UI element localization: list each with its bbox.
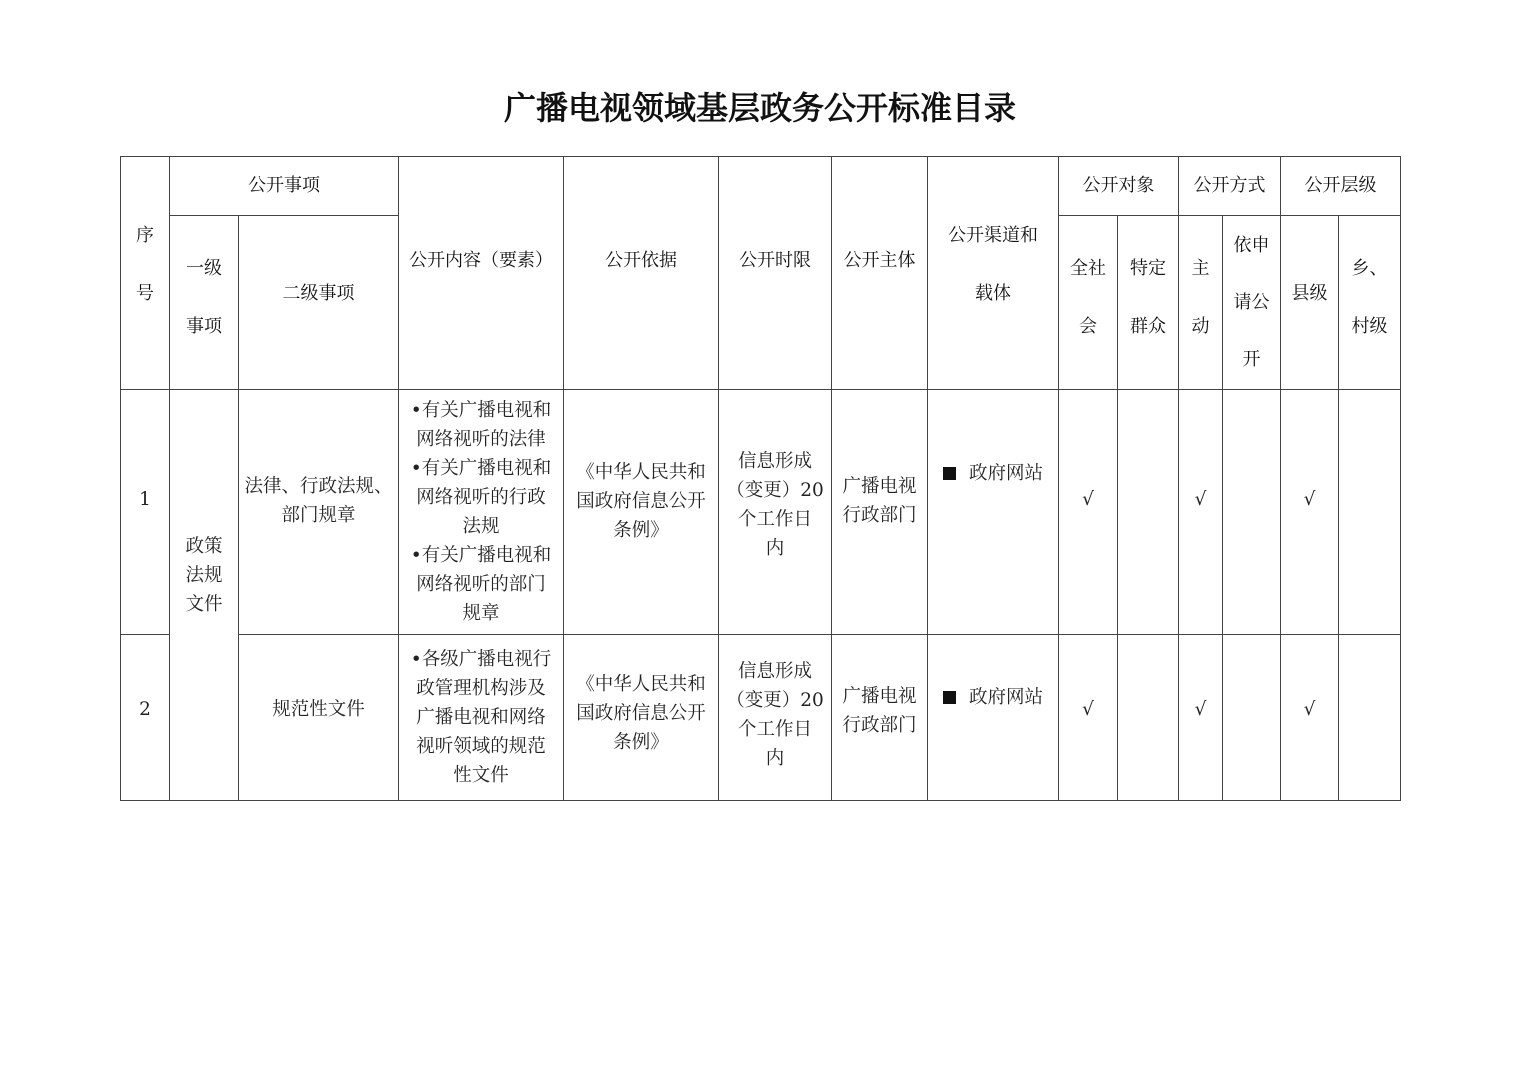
- subject-line: 广播电视: [842, 686, 917, 707]
- row-seq: 2: [121, 635, 170, 801]
- header-row-1: [121, 157, 1401, 216]
- header-method-active-line: 动: [1191, 315, 1210, 337]
- document-title: 广播电视领域基层政务公开标准目录: [503, 89, 1016, 127]
- channel-entry: [943, 687, 1043, 708]
- category-line: 政策: [185, 536, 223, 557]
- header-subject: 公开主体: [832, 157, 928, 390]
- content-cell: [399, 390, 564, 635]
- header-method-request-line: 依申: [1233, 235, 1270, 256]
- header-audience-specific-line: 群众: [1130, 315, 1166, 337]
- header-seq-line: 号: [136, 283, 154, 304]
- header-audience-public-line: 会: [1079, 315, 1097, 337]
- disclosure-catalog-table: [120, 156, 1401, 801]
- level-township-mark: [1339, 390, 1401, 635]
- basis-line: 《中华人民共和: [576, 674, 706, 695]
- header-audience-public: [1059, 216, 1118, 390]
- content-line: •各级广播电视行: [410, 649, 552, 670]
- basis-line: 国政府信息公开: [576, 703, 706, 724]
- time-limit-line: 个工作日: [737, 718, 812, 740]
- time-limit-line: 信息形成: [737, 660, 812, 682]
- time-limit-cell: [719, 390, 832, 635]
- table-row: [121, 635, 1401, 801]
- content-line: 政管理机构涉及: [416, 678, 546, 699]
- time-limit-cell: [719, 635, 832, 801]
- level-township-mark: [1339, 635, 1401, 801]
- audience-specific-mark: [1118, 635, 1179, 801]
- header-method-group: 公开方式: [1179, 157, 1281, 216]
- subject-line: 行政部门: [842, 505, 917, 526]
- header-method-request-line: 请公: [1233, 292, 1270, 313]
- black-square-icon: [943, 467, 956, 480]
- category-line: 文件: [185, 594, 223, 615]
- header-time-limit: 公开时限: [719, 157, 832, 390]
- header-channel-line: 载体: [975, 283, 1011, 304]
- header-level1-line: 事项: [186, 315, 222, 337]
- header-seq: [121, 157, 170, 390]
- content-line: 法规: [462, 516, 500, 537]
- basis-line: 《中华人民共和: [576, 462, 706, 483]
- row-seq: 1: [121, 390, 170, 635]
- header-level-township: [1339, 216, 1401, 390]
- audience-public-mark: √: [1059, 635, 1118, 801]
- method-active-mark: √: [1179, 390, 1223, 635]
- header-content: 公开内容（要素）: [399, 157, 564, 390]
- content-line: •有关广播电视和: [410, 400, 552, 421]
- header-method-request-line: 开: [1242, 349, 1261, 370]
- content-cell: [399, 635, 564, 801]
- header-method-request: [1223, 216, 1281, 390]
- header-audience-specific: [1118, 216, 1179, 390]
- header-items-group: 公开事项: [170, 157, 399, 216]
- level-county-mark: √: [1281, 390, 1339, 635]
- sub-item-line: 部门规章: [281, 505, 356, 526]
- content-line: •有关广播电视和: [410, 458, 552, 479]
- level-county-mark: √: [1281, 635, 1339, 801]
- header-method-active-line: 主: [1191, 257, 1210, 279]
- sub-item-line: 法律、行政法规、: [244, 476, 393, 497]
- sub-item-cell: [239, 635, 399, 801]
- time-limit-line: 内: [765, 537, 785, 559]
- header-method-active: [1179, 216, 1223, 390]
- content-line: 网络视听的法律: [416, 429, 546, 450]
- header-basis: 公开依据: [564, 157, 719, 390]
- header-audience-group: 公开对象: [1059, 157, 1179, 216]
- table-row: [121, 390, 1401, 635]
- channel-entry: [943, 463, 1043, 484]
- sub-item-cell: [239, 390, 399, 635]
- audience-specific-mark: [1118, 390, 1179, 635]
- header-level-group: 公开层级: [1281, 157, 1401, 216]
- basis-cell: [564, 390, 719, 635]
- time-limit-line: 内: [765, 747, 785, 769]
- subject-line: 行政部门: [842, 715, 917, 736]
- basis-line: 条例》: [613, 520, 669, 541]
- method-request-mark: [1223, 635, 1281, 801]
- channel-label: 政府网站: [968, 463, 1043, 484]
- sub-item-line: 规范性文件: [272, 699, 365, 720]
- content-line: 网络视听的部门: [416, 574, 546, 595]
- basis-cell: [564, 635, 719, 801]
- audience-public-mark: √: [1059, 390, 1118, 635]
- content-line: 视听领域的规范: [416, 736, 546, 757]
- header-level2: 二级事项: [239, 216, 399, 390]
- header-channel: [928, 157, 1059, 390]
- header-level-county: 县级: [1281, 216, 1339, 390]
- header-level1-line: 一级: [186, 257, 222, 279]
- black-square-icon: [943, 691, 956, 704]
- time-limit-line: （变更）20: [726, 689, 824, 711]
- content-line: 网络视听的行政: [416, 487, 546, 508]
- method-active-mark: √: [1179, 635, 1223, 801]
- content-line: 广播电视和网络: [416, 707, 546, 728]
- time-limit-line: （变更）20: [726, 479, 824, 501]
- content-line: •有关广播电视和: [410, 545, 552, 566]
- header-level-township-line: 乡、: [1351, 257, 1388, 279]
- category-line: 法规: [185, 565, 223, 586]
- header-seq-line: 序: [136, 225, 154, 246]
- channel-label: 政府网站: [968, 687, 1043, 708]
- header-level-township-line: 村级: [1351, 315, 1388, 337]
- time-limit-line: 个工作日: [737, 508, 812, 530]
- content-line: 性文件: [453, 765, 509, 786]
- subject-line: 广播电视: [842, 476, 917, 497]
- method-request-mark: [1223, 390, 1281, 635]
- category-cell: [170, 390, 239, 801]
- subject-cell: [832, 635, 928, 801]
- channel-cell: [928, 635, 1059, 801]
- basis-line: 条例》: [613, 732, 669, 753]
- subject-cell: [832, 390, 928, 635]
- header-level1: [170, 216, 239, 390]
- time-limit-line: 信息形成: [737, 450, 812, 472]
- basis-line: 国政府信息公开: [576, 491, 706, 512]
- header-audience-specific-line: 特定: [1130, 257, 1166, 279]
- content-line: 规章: [462, 603, 500, 624]
- header-channel-line: 公开渠道和: [948, 225, 1038, 246]
- header-audience-public-line: 全社: [1070, 257, 1106, 279]
- channel-cell: [928, 390, 1059, 635]
